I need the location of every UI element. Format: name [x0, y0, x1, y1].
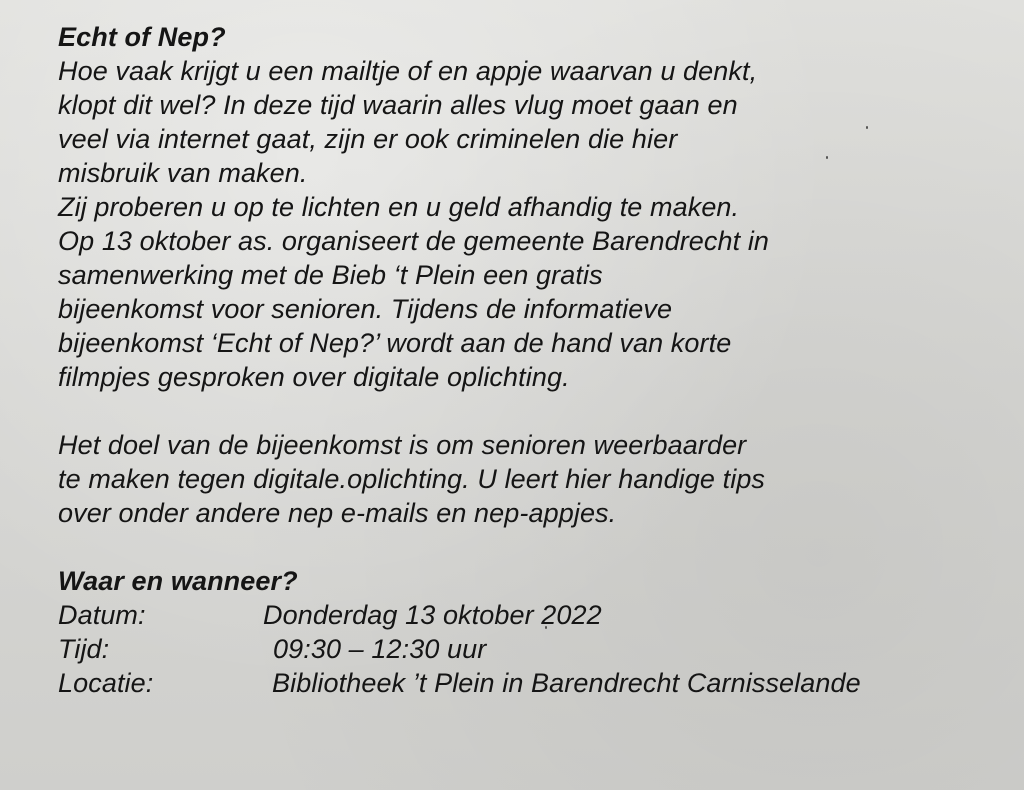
details-heading: Waar en wanneer? [58, 566, 298, 596]
text-line: klopt dit wel? In deze tijd waarin alles vlug moet gaan en [58, 90, 738, 120]
text-line: Op 13 oktober as. organiseert de gemeente Barendrecht in [58, 226, 770, 256]
detail-value: Donderdag 13 oktober 2022 [263, 600, 602, 630]
detail-value: Bibliotheek ’t Plein in Barendrecht Carnisselande [272, 668, 861, 698]
detail-value: 09:30 – 12:30 uur [273, 634, 487, 664]
text-line: over onder andere nep e-mails en nep-appjes. [58, 498, 617, 528]
document-body [58, 20, 998, 700]
paragraph-spacer [58, 530, 998, 564]
text-line: Zij proberen u op te lichten en u geld afhandig te maken. [58, 192, 740, 222]
detail-label: Tijd: [58, 634, 110, 664]
text-line: te maken tegen digitale.oplichting. U leert hier handige tips [58, 464, 766, 494]
text-line: Het doel van de bijeenkomst is om senioren weerbaarder [58, 430, 747, 460]
text-line: bijeenkomst ‘Echt of Nep?’ wordt aan de hand van korte [58, 328, 732, 358]
detail-row-location [58, 666, 998, 700]
detail-row-date [58, 598, 998, 632]
detail-label: Datum: [58, 600, 146, 630]
detail-row-time [58, 632, 998, 666]
detail-label: Locatie: [58, 668, 154, 698]
text-line: samenwerking met de Bieb ‘t Plein een gratis [58, 260, 603, 290]
text-line: bijeenkomst voor senioren. Tijdens de informatieve [58, 294, 673, 324]
text-line: veel via internet gaat, zijn er ook criminelen die hier [58, 124, 678, 154]
text-line: filmpjes gesproken over digitale oplichting. [58, 362, 570, 392]
intro-paragraph [58, 54, 998, 394]
details-list [58, 598, 998, 700]
paragraph-spacer [58, 394, 998, 428]
document-title: Echt of Nep? [58, 22, 226, 52]
text-line: misbruik van maken. [58, 158, 308, 188]
goal-paragraph [58, 428, 998, 530]
text-line: Hoe vaak krijgt u een mailtje of en appje waarvan u denkt, [58, 56, 758, 86]
